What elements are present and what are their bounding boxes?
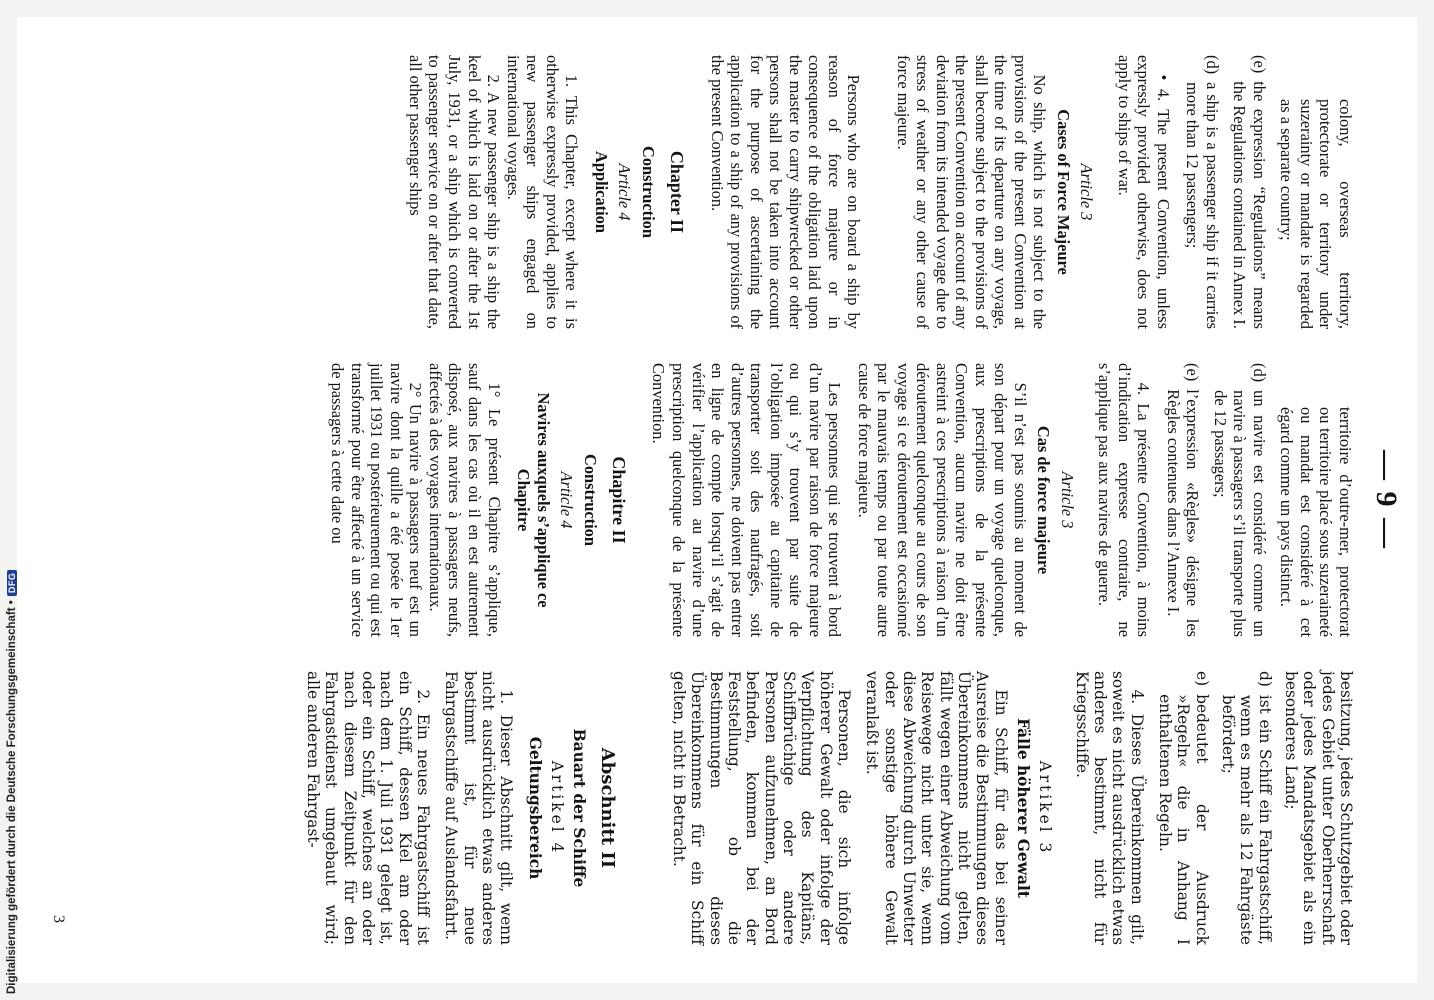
english-item-d [1183,55,1222,329]
english-article-4-heading: Application [591,151,611,233]
item-label: (d) [1202,55,1222,75]
english-article-4-title: Article 4 [615,163,635,221]
page-number: — 9 — [1370,450,1403,550]
item-text: l’expression «Règles» désigne les Règles contenues dans l’Annexe I. [1163,389,1203,637]
german-article-4-p1: 1. Dieser Abschnitt gilt, wenn nicht ausdrücklich etwas anderes bestimmt ist, für neue Fahrgastschiffe auf Auslandsfahrt. [442,671,516,945]
french-article-3-heading: Cas de force majeure [1034,425,1054,575]
french-paragraph-4: 4. La présente Convention, à moins d’indication expresse contraire, ne s’applique pas aux navires de guerre. [1095,363,1154,637]
german-item-e [1156,671,1211,945]
french-article-3-title: Article 3 [1057,471,1077,529]
item-text: a ship is a passenger ship if it carries more than 12 passengers; [1183,82,1222,329]
english-article-3-p2: Persons who are on board a ship by reason of force majeure or in consequence of the obligation laid upon the master to carry shipwrecked or other persons shall not be taken into account for the purpose of ascertaining the application to a ship of any provisions of the present Convention. [707,55,864,329]
document-page [17,17,1417,983]
item-text: the expression “Regulations” means the Regulations contained in Annex I. [1230,81,1269,329]
english-column [87,55,1355,329]
french-article-4-heading: Navires auxquels s’applique ce Chapitre [514,392,553,608]
english-continuation: colony, overseas territory, protectorate or territory under suzerainty or mandate is regarded as a separate country; [1277,99,1355,329]
german-chapter-title: Abschnitt II [596,747,618,869]
german-article-4-p2: 2. Ein neues Fahrgastschiff ist ein Schiff, dessen Kiel am oder nach dem 1. Juli 1931 gelegt ist, oder ein Schiff, welches an oder nach diesem Zeitpunkt für den Fahrgastdienst umgebaut wird; alle anderen Fahrgast- [304,671,433,945]
french-chapter-title: Chapitre II [608,456,629,544]
german-article-3-p2: Personen, die sich infolge höherer Gewalt oder infolge der Verpflichtung des Kapitäns, Schiffbrüchige oder andere Personen aufzunehmen, an Bord befinden, kommen bei der Feststellung, ob die Bestimmungen dieses Übereinkommens für ein Schiff gelten, nicht in Betracht. [670,671,854,945]
item-label: (d) [1249,363,1269,383]
dfg-logo-icon: DFG [7,570,17,597]
item-label: d) [1255,671,1274,687]
german-article-4-title: Artikel 4 [548,760,567,856]
english-chapter-title: Chapter II [667,150,688,234]
french-item-e [1163,363,1202,637]
french-construction: Construction [580,454,600,546]
english-article-3-heading: Cases of Force Majeure [1053,109,1073,275]
german-article-3-p1: Ein Schiff, für das bei seiner Ausreise die Bestimmungen dieses Übereinkommens nicht gelten, fällt wegen einer Abweichung vom Reisewege nicht unter sie, wenn diese Abweichung durch Unwetter oder sonstige höhere Gewalt veranlaßt ist. [863,671,1010,945]
scan-credit-text: Digitalisierung gefördert durch die Deutsche Forschungsgemeinschaft • [6,600,18,994]
english-paragraph-4: • 4. The present Convention, unless expressly provided otherwise, does not apply to ships of war. [1114,55,1173,329]
english-article-3-title: Article 3 [1077,163,1097,221]
scan-credit [4,4,20,994]
german-paragraph-4: 4. Dieses Übereinkommen gilt, soweit es nicht ausdrücklich etwas anderes bestimmt, nicht für Kriegsschiffe. [1072,671,1146,945]
german-construction: Bauart der Schiffe [570,728,589,888]
item-text: bedeutet der Ausdruck »Regeln« die in Anhang I enthaltenen Regeln. [1156,694,1211,945]
german-article-3-heading: Fälle höherer Gewalt [1014,718,1033,898]
english-article-4-p2: 2. A new passenger ship is a ship the keel of which is laid on or after the 1st July, 1931, or a ship which is converted to passenger service on or after that date, all other passenger ships [405,55,504,329]
page-footer-number: 3 [50,915,67,923]
french-column [87,363,1355,637]
german-continuation: besitzung, jedes Schutzgebiet oder jedes Gebiet unter Oberherrschaft oder jedes Mandatsgebiet als ein besonderes Land; [1282,671,1355,945]
french-item-d [1210,363,1269,637]
german-article-3-title: Artikel 3 [1036,760,1055,856]
french-article-4-p1: 1° Le présent Chapitre s’applique, sauf dans les cas où il en est autrement disposé, aux navires à passagers neufs, affectés à des voyages internationaux. [425,363,504,637]
french-continuation: territoire d’outre-mer, protectorat ou territoire placé sous suzeraineté ou mandat est considéré à cet égard comme un pays distinct. [1277,407,1355,637]
text-columns [87,55,1355,945]
english-construction: Construction [638,146,658,238]
english-article-3-p1: No ship, which is not subject to the provisions of the present Convention at the time of its departure on any voyage, shall become subject to the provisions of the present Convention on account of any deviation from its intended voyage due to stress of weather or any other cause of force majeure. [893,55,1050,329]
english-item-e [1230,55,1269,329]
french-article-4-title: Article 4 [557,471,577,529]
item-label: e) [1192,671,1211,687]
item-label: (e) [1183,363,1203,382]
french-article-4-p2: 2° Un navire à passagers neuf est un navire dont la quille a été posée le 1er juillet 1931 ou postérieurement ou qui est transformé pour être affecté à un service de passagers à cette date ou [328,363,426,637]
german-column [87,671,1355,945]
item-text: un navire est considéré comme un navire à passagers s’il transporte plus de 12 passagers; [1210,390,1269,637]
german-article-4-heading: Geltungsbereich [525,736,544,880]
french-article-3-p2: Les personnes qui se trouvent à bord d’un navire par raison de force majeure ou qui s’y trouvent par suite de l’obligation imposée au capitaine de transporter soit des naufragés, soit d’autres personnes, ne doivent pas entrer en ligne de compte lorsqu’il s’agit de vérifier l’application au navire d’une prescription quelconque de la présente Convention. [649,363,845,637]
item-text: ist ein Schiff ein Fahrgastschiff, wenn es mehr als 12 Fahrgäste befördert; [1219,694,1274,945]
french-article-3-p1: S’il n’est pas soumis au moment de son départ pour un voyage quelconque, aux prescriptions de la présente Convention, aucun navire ne doit être astreint à ces prescriptions à raison d’un déroutement quelconque au cours de son voyage si ce déroutement est occasionné par le mauvais temps ou par toute autre cause de force majeure. [854,363,1030,637]
german-item-d [1219,671,1274,945]
item-label: (e) [1249,55,1269,74]
english-article-4-p1: 1. This Chapter, except where it is otherwise expressly provided, applies to new passenger ships engaged on international voyages. [503,55,582,329]
